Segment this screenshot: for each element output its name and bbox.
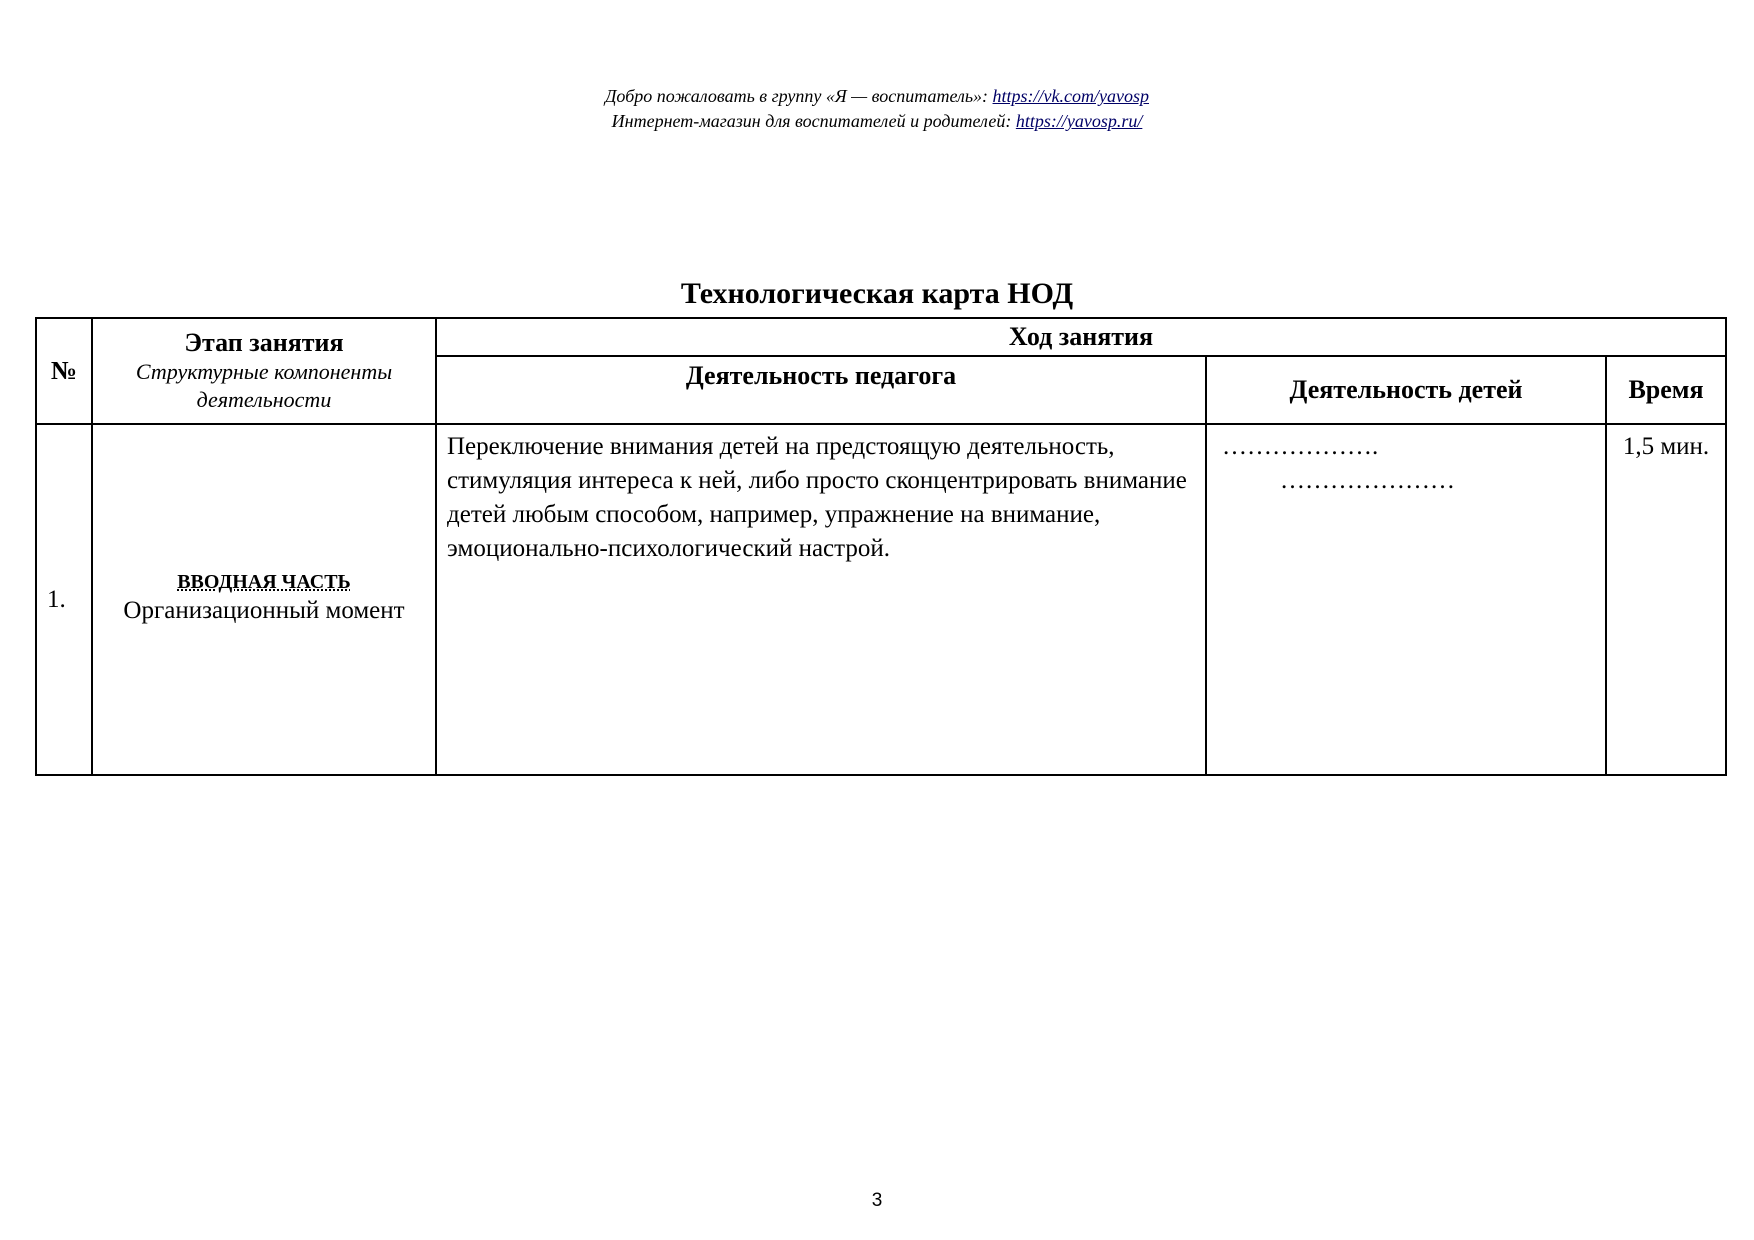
header-stage [92, 318, 436, 424]
header-stage-subtitle: Структурные компоненты деятельности [135, 359, 393, 412]
header-num: № [36, 318, 92, 424]
header-line-1 [0, 84, 1754, 109]
header-time: Время [1606, 356, 1726, 424]
header-line-2 [0, 109, 1754, 134]
header-stage-title: Этап занятия [184, 328, 344, 357]
technology-map-table [35, 317, 1727, 776]
row-kids-activity [1206, 424, 1606, 775]
page-number: 3 [871, 1190, 883, 1211]
stage-name: Организационный момент [123, 597, 405, 624]
document-title: Технологическая карта НОД [680, 277, 1074, 310]
row-stage [92, 424, 436, 775]
header-course: Ход занятия [436, 318, 1726, 356]
vk-group-link[interactable]: https://vk.com/yavosp [992, 86, 1149, 106]
header-shop-text: Интернет-магазин для воспитателей и родителей: [611, 111, 1016, 131]
table-row [36, 424, 1726, 775]
stage-part-label: ВВОДНАЯ ЧАСТЬ [177, 571, 351, 593]
kids-line-2: ………………… [1280, 467, 1455, 494]
row-time: 1,5 мин. [1606, 424, 1726, 775]
header-welcome-text: Добро пожаловать в группу «Я — воспитатель»: [604, 86, 993, 106]
row-num: 1. [36, 424, 92, 775]
header-teacher: Деятельность педагога [436, 356, 1206, 424]
row-teacher-activity: Переключение внимания детей на предстоящую деятельность, стимуляция интереса к ней, либо просто сконцентрировать внимание детей любым способом, например, упражнение на внимание, эмоционально-психологический настрой. [436, 424, 1206, 775]
page-header [0, 84, 1754, 134]
kids-line-1: ………………. [1222, 433, 1379, 460]
header-kids: Деятельность детей [1206, 356, 1606, 424]
shop-link[interactable]: https://yavosp.ru/ [1015, 111, 1143, 131]
